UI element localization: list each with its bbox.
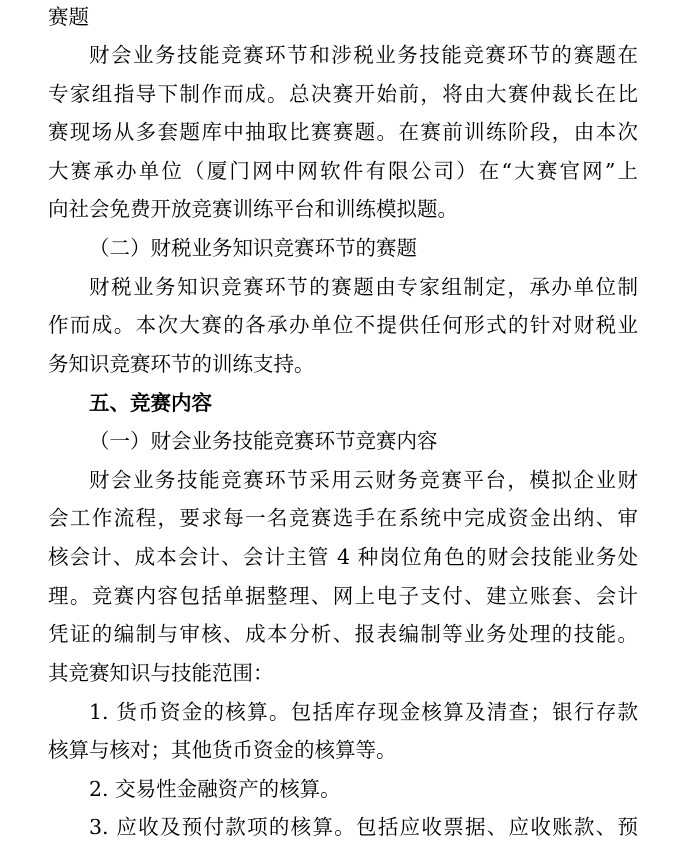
text-line-16: 理。竞赛内容包括单据整理、网上电子支付、建立账套、会计 (48, 584, 638, 608)
text-line-8: 财税业务知识竞赛环节的赛题由专家组制定，承办单位制 (89, 275, 638, 299)
subheading-2: （二）财税业务知识竞赛环节的赛题 (89, 236, 417, 260)
list-item-3: 3. 应收及预付款项的核算。包括应收票据、应收账款、预 (89, 815, 638, 839)
text-line-9: 作而成。本次大赛的各承办单位不提供任何形式的针对财税业 (48, 313, 638, 337)
list-item-1-cont: 核算与核对；其他货币资金的核算等。 (48, 738, 397, 762)
text-line-13: 财会业务技能竞赛环节采用云财务竞赛平台，模拟企业财 (89, 468, 638, 492)
text-line-4: 赛现场从多套题库中抽取比赛赛题。在赛前训练阶段，由本次 (48, 120, 638, 144)
text-line-6: 向社会免费开放竞赛训练平台和训练模拟题。 (48, 197, 458, 221)
text-line-18: 其竞赛知识与技能范围： (48, 661, 274, 685)
text-line-14: 会工作流程，要求每一名竞赛选手在系统中完成资金出纳、审 (48, 506, 638, 530)
text-line-10: 务知识竞赛环节的训练支持。 (48, 352, 315, 376)
text-line-15: 核会计、成本会计、会计主管 4 种岗位角色的财会技能业务处 (48, 545, 638, 569)
text-line-3: 专家组指导下制作而成。总决赛开始前，将由大赛仲裁长在比 (48, 82, 638, 106)
list-item-2: 2. 交易性金融资产的核算。 (89, 777, 341, 801)
text-line-1: 赛题 (48, 5, 89, 29)
subheading-1: （一）财会业务技能竞赛环节竞赛内容 (89, 429, 438, 453)
text-line-5: 大赛承办单位（厦门网中网软件有限公司）在“大赛官网”上 (48, 159, 638, 183)
list-item-1: 1. 货币资金的核算。包括库存现金核算及清查；银行存款 (89, 700, 638, 724)
section-heading-5: 五、竞赛内容 (89, 391, 212, 415)
text-line-17: 凭证的编制与审核、成本分析、报表编制等业务处理的技能。 (48, 622, 638, 646)
text-line-2: 财会业务技能竞赛环节和涉税业务技能竞赛环节的赛题在 (89, 43, 638, 67)
